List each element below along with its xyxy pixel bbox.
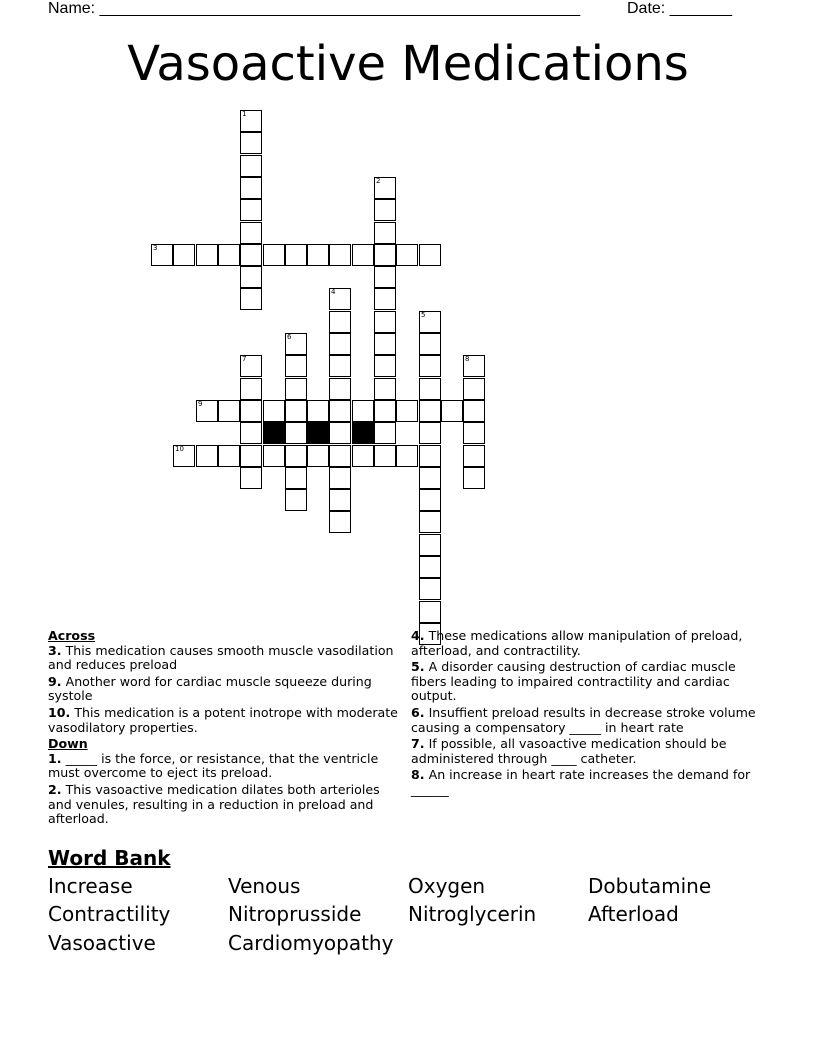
grid-cell[interactable] [419, 467, 441, 489]
clue-text: This medication causes smooth muscle vasodilation and reduces preload [48, 642, 394, 673]
grid-cell[interactable] [285, 489, 307, 511]
word-bank-item: Dobutamine [588, 874, 712, 898]
grid-cell[interactable] [285, 378, 307, 400]
clue-number-label: 2 [376, 177, 381, 185]
grid-cell[interactable] [240, 266, 262, 288]
clue-down-1 [48, 752, 398, 781]
clue-down-5 [411, 660, 761, 704]
word-bank-item: Oxygen [408, 874, 486, 898]
word-bank-item: Cardiomyopathy [228, 931, 394, 955]
clue-number: 1. [48, 750, 62, 766]
clue-number-label: 8 [465, 355, 470, 363]
clue-text: These medications allow manipulation of preload, afterload, and contractility. [411, 628, 743, 658]
grid-cell[interactable] [463, 445, 485, 467]
clue-text: Insuffient preload results in decrease stroke volume causing a compensatory _____ in heart rate [411, 704, 756, 735]
clue-number: 7. [411, 736, 425, 752]
clues-right-column [411, 629, 761, 800]
clue-number: 2. [48, 781, 62, 797]
clue-number: 3. [48, 642, 62, 658]
word-bank-item: Venous [228, 874, 301, 898]
grid-cell[interactable] [329, 467, 351, 489]
grid-cell-blocked [307, 422, 329, 444]
clue-number-label: 9 [198, 400, 203, 408]
clue-down-4 [411, 629, 761, 658]
grid-cell[interactable] [329, 244, 351, 266]
grid-cell[interactable] [419, 400, 441, 422]
grid-cell[interactable] [329, 288, 351, 310]
grid-cell[interactable] [196, 445, 218, 467]
clue-number: 10. [48, 704, 71, 720]
clue-text: A disorder causing destruction of cardiac muscle fibers leading to impaired contractility and cardiac output. [411, 659, 736, 704]
grid-cell[interactable] [240, 445, 262, 467]
grid-cell[interactable] [196, 400, 218, 422]
down-heading: Down [48, 736, 88, 752]
grid-cell[interactable] [419, 445, 441, 467]
grid-cell[interactable] [240, 422, 262, 444]
grid-cell[interactable] [307, 244, 329, 266]
grid-cell[interactable] [240, 400, 262, 422]
grid-cell[interactable] [240, 155, 262, 177]
word-bank-item: Increase [48, 874, 133, 898]
clue-number: 4. [411, 628, 425, 643]
grid-cell[interactable] [374, 266, 396, 288]
grid-cell[interactable] [329, 355, 351, 377]
grid-cell[interactable] [419, 534, 441, 556]
clue-number: 6. [411, 704, 425, 720]
grid-cell[interactable] [374, 445, 396, 467]
grid-cell[interactable] [285, 467, 307, 489]
grid-cell[interactable] [419, 378, 441, 400]
grid-cell[interactable] [196, 244, 218, 266]
grid-cell[interactable] [285, 244, 307, 266]
grid-cell[interactable] [329, 333, 351, 355]
clue-number-label: 10 [175, 445, 184, 453]
grid-cell[interactable] [463, 378, 485, 400]
word-bank-item: Vasoactive [48, 931, 156, 955]
grid-cell[interactable] [329, 311, 351, 333]
grid-cell[interactable] [374, 378, 396, 400]
clue-text: Another word for cardiac muscle squeeze during systole [48, 673, 372, 704]
grid-cell[interactable] [374, 244, 396, 266]
grid-cell[interactable] [218, 400, 240, 422]
grid-cell[interactable] [285, 445, 307, 467]
grid-cell[interactable] [374, 288, 396, 310]
grid-cell[interactable] [329, 511, 351, 533]
clue-number-label: 6 [287, 333, 292, 341]
grid-cell[interactable] [263, 244, 285, 266]
grid-cell[interactable] [374, 222, 396, 244]
clue-text: An increase in heart rate increases the demand for ______ [411, 767, 751, 797]
grid-cell[interactable] [173, 445, 195, 467]
clue-number-label: 5 [421, 311, 426, 319]
grid-cell[interactable] [396, 400, 418, 422]
grid-cell[interactable] [374, 177, 396, 199]
grid-cell[interactable] [352, 400, 374, 422]
grid-cell[interactable] [218, 445, 240, 467]
grid-cell[interactable] [374, 400, 396, 422]
grid-cell[interactable] [419, 489, 441, 511]
grid-cell[interactable] [173, 244, 195, 266]
grid-cell[interactable] [374, 199, 396, 221]
grid-cell[interactable] [329, 489, 351, 511]
grid-cell[interactable] [463, 422, 485, 444]
grid-cell[interactable] [374, 311, 396, 333]
grid-cell[interactable] [419, 601, 441, 623]
clue-number: 9. [48, 673, 62, 689]
grid-cell[interactable] [419, 422, 441, 444]
grid-cell[interactable] [419, 311, 441, 333]
word-bank-item: Afterload [588, 902, 679, 926]
grid-cell[interactable] [419, 511, 441, 533]
grid-cell[interactable] [329, 422, 351, 444]
grid-cell-blocked [352, 422, 374, 444]
grid-cell[interactable] [240, 132, 262, 154]
grid-cell[interactable] [441, 400, 463, 422]
grid-cell[interactable] [240, 110, 262, 132]
word-bank-title: Word Bank [48, 846, 171, 870]
across-heading: Across [48, 628, 96, 643]
grid-cell[interactable] [218, 244, 240, 266]
clue-across-10 [48, 706, 398, 735]
page-title: Vasoactive Medications [127, 36, 689, 92]
grid-cell[interactable] [240, 222, 262, 244]
clue-text: This medication is a potent inotrope with moderate vasodilatory properties. [48, 704, 398, 735]
grid-cell[interactable] [285, 333, 307, 355]
clues-left-column [48, 629, 398, 829]
grid-cell[interactable] [352, 244, 374, 266]
grid-cell[interactable] [240, 355, 262, 377]
clue-text: _____ is the force, or resistance, that the ventricle must overcome to eject its preload. [48, 750, 379, 781]
grid-cell[interactable] [285, 400, 307, 422]
clue-text: This vasoactive medication dilates both arterioles and venules, resulting in a reduction in preload and afterload. [48, 781, 380, 827]
clue-down-6 [411, 706, 761, 735]
clue-number-label: 7 [242, 355, 247, 363]
grid-cell[interactable] [240, 378, 262, 400]
grid-cell[interactable] [263, 400, 285, 422]
clue-down-7 [411, 737, 761, 766]
grid-cell[interactable] [240, 467, 262, 489]
clue-down-8 [411, 768, 761, 797]
clue-number-label: 4 [331, 288, 336, 296]
grid-cell[interactable] [463, 400, 485, 422]
grid-cell-blocked [263, 422, 285, 444]
date-field-label[interactable]: Date: _______ [627, 0, 732, 17]
grid-cell[interactable] [396, 445, 418, 467]
grid-cell[interactable] [352, 445, 374, 467]
grid-cell[interactable] [396, 244, 418, 266]
grid-cell[interactable] [240, 244, 262, 266]
grid-cell[interactable] [419, 556, 441, 578]
word-bank-item: Contractility [48, 902, 171, 926]
grid-cell[interactable] [374, 333, 396, 355]
grid-cell[interactable] [240, 199, 262, 221]
clue-across-9 [48, 675, 398, 704]
grid-cell[interactable] [374, 355, 396, 377]
grid-cell[interactable] [285, 422, 307, 444]
grid-cell[interactable] [285, 355, 307, 377]
clue-number: 5. [411, 659, 425, 675]
grid-cell[interactable] [307, 400, 329, 422]
grid-cell[interactable] [329, 445, 351, 467]
clue-number-label: 3 [153, 244, 158, 252]
clue-across-3 [48, 644, 398, 673]
grid-cell[interactable] [307, 445, 329, 467]
grid-cell[interactable] [329, 378, 351, 400]
grid-cell[interactable] [329, 400, 351, 422]
grid-cell[interactable] [240, 177, 262, 199]
grid-cell[interactable] [463, 355, 485, 377]
grid-cell[interactable] [263, 445, 285, 467]
grid-cell[interactable] [419, 333, 441, 355]
grid-cell[interactable] [240, 288, 262, 310]
clue-text: If possible, all vasoactive medication should be administered through ____ catheter. [411, 736, 727, 766]
word-bank-item: Nitroglycerin [408, 902, 537, 926]
grid-cell[interactable] [463, 467, 485, 489]
grid-cell[interactable] [374, 422, 396, 444]
clue-number: 8. [411, 767, 425, 783]
grid-cell[interactable] [419, 244, 441, 266]
grid-cell[interactable] [419, 578, 441, 600]
grid-cell[interactable] [419, 355, 441, 377]
word-bank-item: Nitroprusside [228, 902, 362, 926]
clue-down-2 [48, 783, 398, 827]
name-field-label[interactable]: Name: ______________________________________________________ [48, 0, 581, 17]
grid-cell[interactable] [151, 244, 173, 266]
clue-number-label: 1 [242, 110, 247, 118]
